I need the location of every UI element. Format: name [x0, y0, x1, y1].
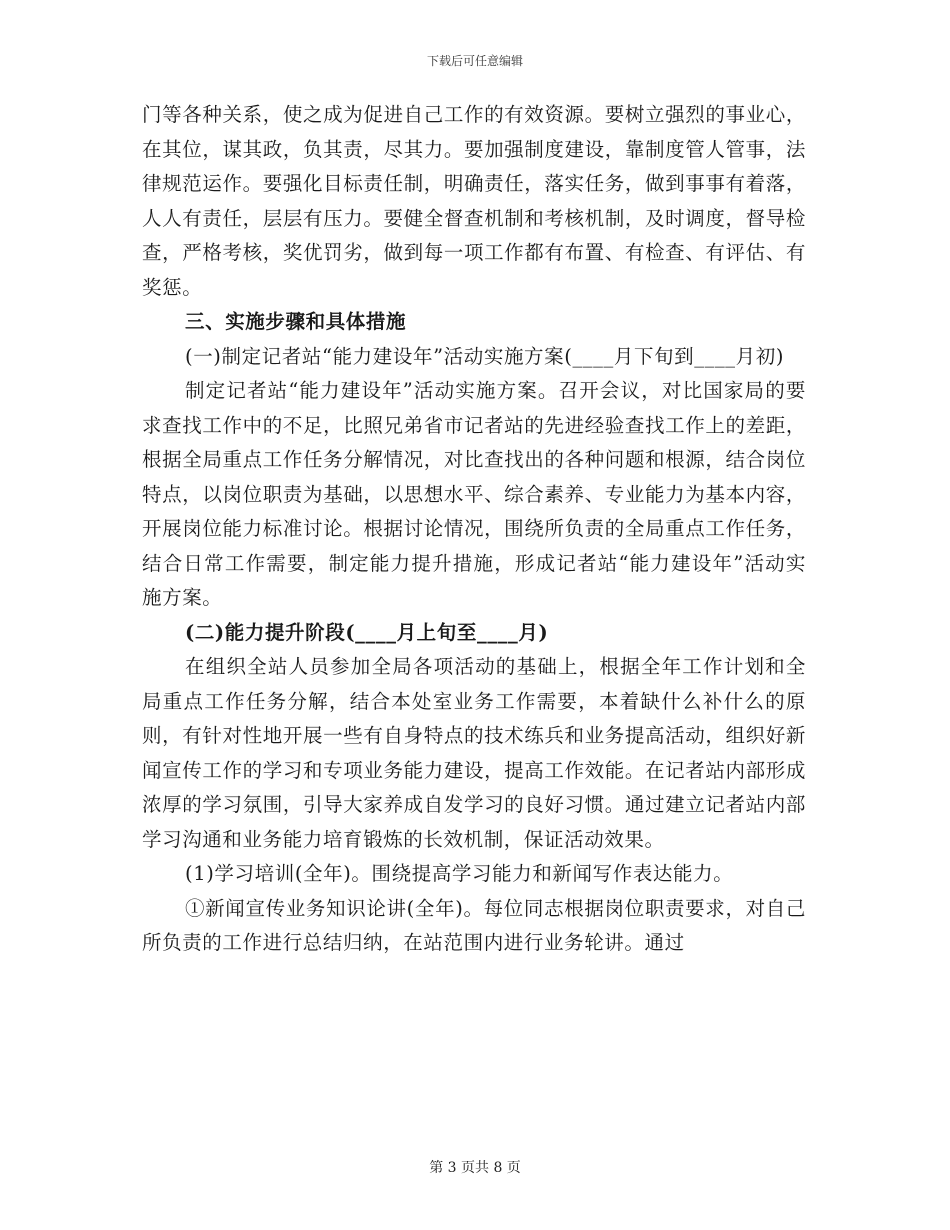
page-footer: 第 3 页共 8 页 [429, 1160, 521, 1176]
list-item: (1)学习培训(全年)。围绕提高学习能力和新闻写作表达能力。 [185, 862, 734, 885]
subsection-heading: (二)能力提升阶段(____月上旬至____月) [185, 620, 549, 644]
page-header: 下载后可任意编辑 [426, 54, 523, 68]
document-body [142, 98, 806, 961]
section-heading: 三、实施步骤和具体措施 [185, 310, 407, 333]
subsection-heading: (一)制定记者站“能力建设年”活动实施方案(____月下旬到____月初) [185, 344, 785, 368]
body-paragraph: 在组织全站人员参加全局各项活动的基础上，根据全年工作计划和全局重点工作任务分解，结合本处室业务工作需要，本着缺什么补什么的原则，有针对性地开展一些有自身特点的技术练兵和业务提高活动，组织好新闻宣传工作的学习和专项业务能力建设，提高工作效能。在记者站内部形成浓厚的学习氛围，引导大家养成自发学习的良好习惯。通过建立记者站内部学习沟通和业务能力培育锻炼的长效机制，保证活动效果。 [142, 655, 806, 851]
body-paragraph: 制定记者站“能力建设年”活动实施方案。召开会议，对比国家局的要求查找工作中的不足，比照兄弟省市记者站的先进经验查找工作上的差距，根据全局重点工作任务分解情况，对比查找出的各种问题和根源，结合岗位特点，以岗位职责为基础，以思想水平、综合素养、专业能力为基本内容，开展岗位能力标准讨论。根据讨论情况，围绕所负责的全局重点工作任务，结合日常工作需要，制定能力提升措施，形成记者站“能力建设年”活动实施方案。 [142, 379, 806, 609]
list-item: ①新闻宣传业务知识论讲(全年)。每位同志根据岗位职责要求，对自己所负责的工作进行总结归纳，在站范围内进行业务轮讲。通过 [142, 896, 806, 954]
body-paragraph: 门等各种关系，使之成为促进自己工作的有效资源。要树立强烈的事业心，在其位，谋其政，负其责，尽其力。要加强制度建设，靠制度管人管事，法律规范运作。要强化目标责任制，明确责任，落实任务，做到事事有着落，人人有责任，层层有压力。要健全督查机制和考核机制，及时调度，督导检查，严格考核，奖优罚劣，做到每一项工作都有布置、有检查、有评估、有奖惩。 [142, 103, 806, 299]
